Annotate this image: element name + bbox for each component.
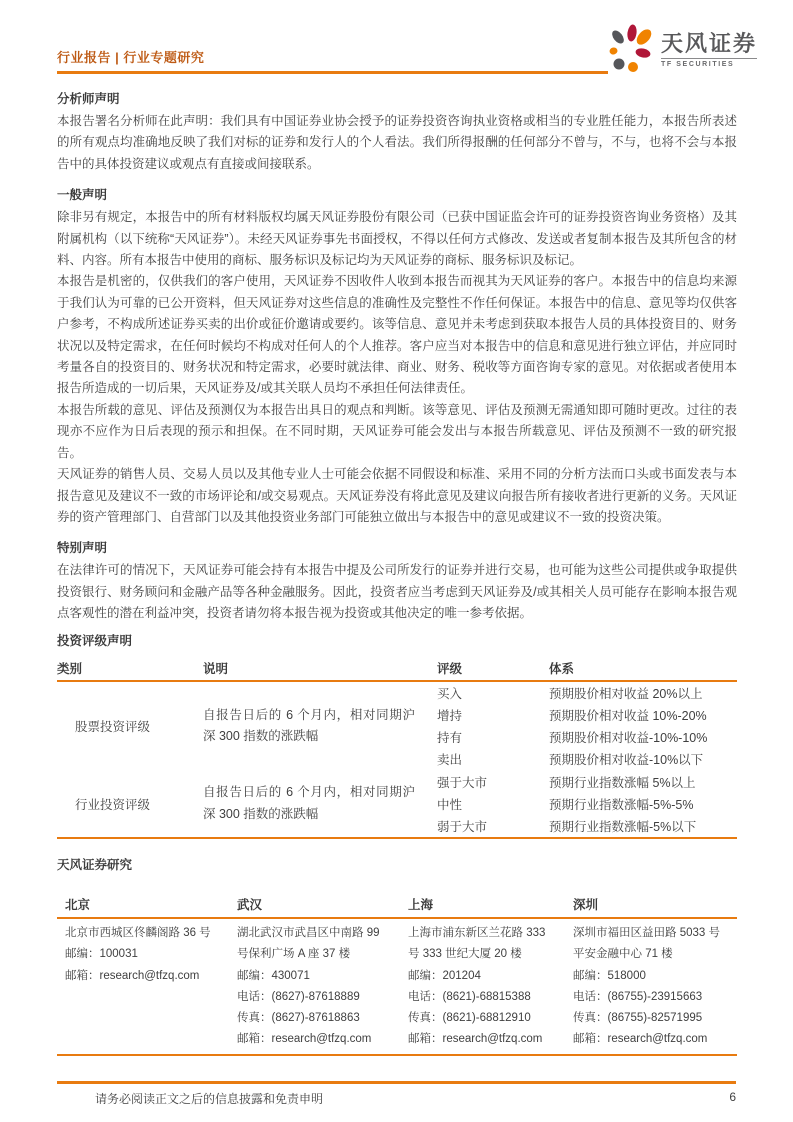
- rating-description: 自报告日后的 6 个月内，相对同期沪深 300 指数的涨跌幅: [203, 707, 415, 744]
- declarations-block: [57, 90, 737, 625]
- rating-value: 持有: [437, 731, 463, 746]
- office-city-label: 北京: [65, 898, 91, 912]
- office-detail-line: 深圳市福田区益田路 5033 号: [573, 927, 720, 939]
- office-city-label: 上海: [408, 898, 434, 912]
- office-detail-line: 传真：(8621)-68812910: [408, 1012, 531, 1025]
- office-detail-line: 邮箱：research@tfzq.com: [237, 1033, 372, 1046]
- office-city-label: 武汉: [237, 898, 263, 912]
- office-detail-line: 传真：(8627)-87618863: [237, 1012, 360, 1025]
- office-detail-line: 传真：(86755)-82571995: [573, 1012, 703, 1025]
- rating-system-text: 预期行业指数涨幅 5%以上: [549, 775, 696, 790]
- paragraph: 在法律许可的情况下，天风证券可能会持有本报告中提及公司所发行的证券并进行交易，也可能为这些公司提供或争取提供投资银行、财务顾问和金融产品等各种金融服务。因此，投资者应当考虑到天风证券及/或其相关人员可能存在影响本报告观点客观性的潜在利益冲突，投资者请勿将本报告视为投资或其他决定的唯一参考依据。: [57, 563, 737, 621]
- tf-securities-logo: [608, 24, 757, 78]
- tf-logo-separator: [661, 58, 757, 59]
- office-table-header: [57, 895, 737, 919]
- office-column: [57, 923, 229, 1051]
- tf-logo-wordmark: [661, 32, 757, 68]
- office-detail-line: 电话：(86755)-23915663: [573, 990, 703, 1003]
- rating-col-description: 说明: [203, 662, 229, 676]
- office-detail-line: 邮编：100031: [65, 948, 138, 961]
- special-statement-body: [57, 560, 737, 624]
- tf-logo-name-cn: 天风证券: [660, 31, 757, 56]
- rating-description: 自报告日后的 6 个月内，相对同期沪深 300 指数的涨跌幅: [203, 785, 415, 821]
- paragraph: 本报告所载的意见、评估及预测仅为本报告出具日的观点和判断。该等意见、评估及预测无需通知即可随时更改。过往的表现亦不应作为日后表现的预示和担保。在不同时期，天风证券可能会发出与本报告所载意见、评估及预测不一致的研究报告。: [57, 402, 737, 460]
- footer-disclosure-notice: 请务必阅读正文之后的信息披露和免责申明: [95, 1092, 324, 1106]
- office-detail-line: 电话：(8621)-68815388: [408, 990, 531, 1003]
- office-city-label: 深圳: [573, 898, 599, 912]
- rating-system-text: 预期行业指数涨幅-5%-5%: [549, 797, 694, 812]
- paragraph: 除非另有规定，本报告中的所有材料版权均属天风证券股份有限公司（已获中国证监会许可的证券投资咨询业务资格）及其附属机构（以下统称“天风证券”）。未经天风证券事先书面授权，不得以任何方式修改、发送或者复制本报告及其所包含的材料、内容。所有本报告中使用的商标、服务标识及标记均为天风证券的商标、服务标识及标记。: [57, 210, 737, 268]
- tf-logo-name-en: TF SECURITIES: [660, 61, 735, 68]
- special-statement-heading: 特别声明: [57, 541, 108, 556]
- rating-system-text: 预期行业指数涨幅-5%以下: [549, 819, 697, 834]
- rating-statement-section: [57, 632, 737, 839]
- analyst-statement-body: [57, 111, 737, 175]
- office-detail-line: 号 333 世纪大厦 20 楼: [408, 948, 522, 961]
- page-number: 6: [729, 1090, 736, 1104]
- tf-logo-flower-icon: [608, 24, 654, 76]
- office-detail-line: 平安金融中心 71 楼: [573, 948, 673, 961]
- office-detail-line: 邮编：201204: [408, 969, 481, 982]
- rating-col-rating: 评级: [437, 662, 463, 676]
- office-detail-line: 上海市浦东新区兰花路 333: [408, 927, 546, 939]
- office-detail-line: 邮箱：research@tfzq.com: [65, 969, 200, 982]
- rating-category: 股票投资评级: [75, 720, 151, 735]
- office-column: [565, 923, 737, 1051]
- office-detail-line: 邮箱：research@tfzq.com: [408, 1033, 543, 1046]
- rating-value: 卖出: [437, 753, 463, 768]
- rating-col-category: 类别: [57, 662, 83, 676]
- rating-value: 增持: [437, 709, 463, 724]
- rating-value: 买入: [437, 687, 463, 702]
- office-column: [400, 923, 565, 1051]
- office-column: [229, 923, 400, 1051]
- office-detail-line: 邮编：430071: [237, 969, 310, 982]
- rating-table-header: [57, 659, 737, 682]
- research-contact-section: [57, 856, 737, 1056]
- rating-value: 中性: [437, 797, 463, 812]
- rating-statement-heading: 投资评级声明: [57, 634, 133, 648]
- rating-col-system: 体系: [549, 662, 575, 676]
- office-detail-line: 号保利广场 A 座 37 楼: [237, 948, 351, 961]
- rating-system-text: 预期股价相对收益-10%-10%: [549, 731, 708, 746]
- footer-divider: [57, 1081, 736, 1084]
- rating-category: 行业投资评级: [75, 797, 151, 812]
- rating-system-text: 预期股价相对收益 10%-20%: [549, 709, 707, 724]
- rating-value: 强于大市: [437, 775, 488, 790]
- research-heading: 天风证券研究: [57, 858, 133, 872]
- paragraph: 天风证券的销售人员、交易人员以及其他专业人士可能会依据不同假设和标准、采用不同的分析方法而口头或书面发表与本报告意见及建议不一致的市场评论和/或交易观点。天风证券没有将此意见及建议向报告所有接收者进行更新的义务。天风证券的资产管理部门、自营部门以及其他投资业务部门可能独立做出与本报告中的意见或建议不一致的投资决策。: [57, 467, 737, 524]
- rating-table-body: [57, 682, 737, 839]
- general-statement-body: [57, 207, 737, 528]
- analyst-statement-heading: 分析师声明: [57, 92, 120, 106]
- rating-system-text: 预期股价相对收益 20%以上: [549, 687, 703, 702]
- office-detail-line: 邮箱：research@tfzq.com: [573, 1033, 708, 1046]
- office-detail-line: 电话：(8627)-87618889: [237, 990, 360, 1003]
- general-statement-heading: 一般声明: [57, 188, 108, 203]
- office-detail-line: 邮编：518000: [573, 969, 646, 982]
- office-table-body: [57, 919, 737, 1056]
- rating-system-text: 预期股价相对收益-10%以下: [549, 753, 704, 768]
- office-detail-line: 北京市西城区佟麟阁路 36 号: [65, 927, 211, 939]
- office-detail-line: 湖北武汉市武昌区中南路 99: [237, 927, 380, 939]
- rating-value: 弱于大市: [437, 819, 488, 834]
- paragraph: 本报告是机密的，仅供我们的客户使用，天风证券不因收件人收到本报告而视其为天风证券的客户。本报告中的信息均来源于我们认为可靠的已公开资料，但天风证券对这些信息的准确性及完整性不作任何保证。本报告中的信息、意见等均仅供客户参考，不构成所述证券买卖的出价或征价邀请或要约。该等信息、意见并未考虑到获取本报告人员的具体投资目的、财务状况以及特定需求，在任何时候均不构成对任何人的个人推荐。客户应当对本报告中的信息和意见进行独立评估，并应同时考量各自的投资目的、财务状况和特定需求，必要时就法律、商业、财务、税收等方面咨询专家的意见。对依据或者使用本报告所造成的一切后果，天风证券及/或其关联人员均不承担任何法律责任。: [57, 274, 737, 396]
- report-type-breadcrumb: 行业报告 | 行业专题研究: [57, 50, 205, 65]
- paragraph: 本报告署名分析师在此声明：我们具有中国证券业协会授予的证券投资咨询执业资格或相当的专业胜任能力，本报告所表述的所有观点均准确地反映了我们对标的证券和发行人的个人看法。我们所得报酬的任何部分不曾与，不与，也将不会与本报告中的具体投资建议或观点有直接或间接联系。: [57, 114, 737, 171]
